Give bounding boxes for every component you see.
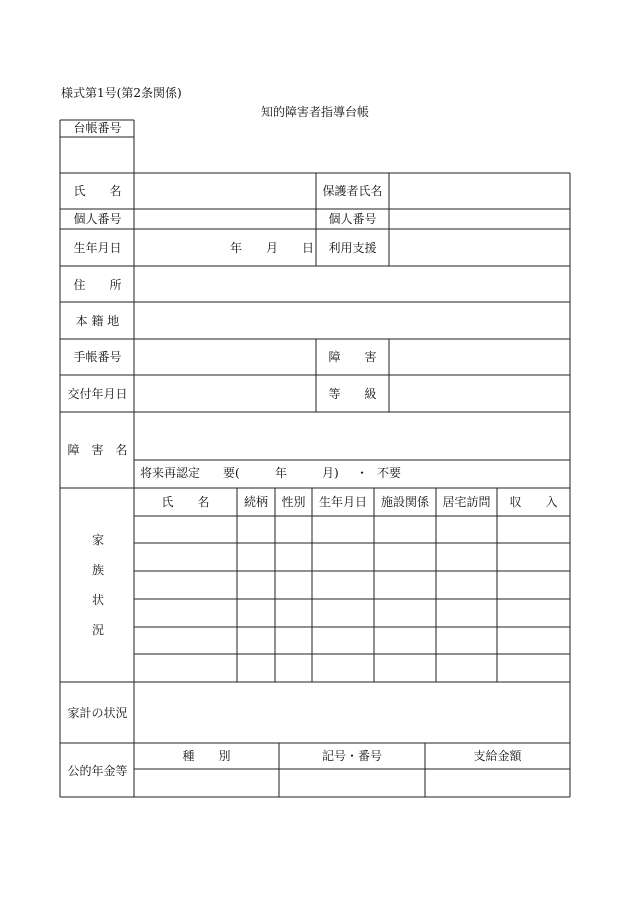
family-cell-income[interactable] [498, 600, 569, 626]
recertification-required: 要( [223, 466, 240, 480]
family-cell-sex[interactable] [276, 544, 311, 570]
disability-name-label: 障 害 名 [67, 443, 128, 457]
family-cell-home-visit[interactable] [437, 572, 496, 598]
handbook-number-label: 手帳番号 [73, 350, 122, 364]
pension-col-amount: 支給金額 [473, 749, 522, 763]
guardian-personal-number-label: 個人番号 [328, 212, 377, 226]
family-cell-birth-date[interactable] [313, 600, 373, 626]
household-label: 家計の状況 [67, 706, 128, 720]
recertification-month-unit: 月) [322, 466, 339, 480]
birth-date-field[interactable] [135, 230, 316, 265]
family-label-char-2: 族 [92, 563, 105, 577]
name-field[interactable] [135, 174, 316, 208]
family-cell-facility[interactable] [375, 628, 435, 653]
name-label: 氏 名 [73, 184, 122, 198]
family-cell-sex[interactable] [276, 572, 311, 598]
pension-amount-field[interactable] [426, 770, 569, 795]
birth-date-label: 生年月日 [73, 241, 122, 255]
family-col-name: 氏 名 [161, 495, 210, 509]
usage-support-field[interactable] [390, 230, 569, 265]
ledger-number-field[interactable] [62, 137, 133, 172]
disability-field[interactable] [390, 340, 569, 374]
family-cell-home-visit[interactable] [437, 517, 496, 542]
family-cell-income[interactable] [498, 544, 569, 570]
family-cell-relation[interactable] [238, 544, 274, 570]
family-cell-birth-date[interactable] [313, 628, 373, 653]
family-col-home-visit: 居宅訪問 [442, 495, 491, 509]
guardian-name-field[interactable] [390, 174, 569, 208]
pension-col-number: 記号・番号 [321, 749, 382, 763]
birth-year-unit: 年 [230, 241, 243, 255]
family-cell-relation[interactable] [238, 572, 274, 598]
family-label-char-4: 況 [92, 623, 105, 637]
family-cell-birth-date[interactable] [313, 655, 373, 681]
family-label-char-1: 家 [92, 533, 105, 547]
family-cell-facility[interactable] [375, 572, 435, 598]
family-col-sex: 性別 [281, 495, 306, 509]
family-label-char-3: 状 [92, 593, 105, 607]
pension-label: 公的年金等 [67, 764, 128, 778]
family-cell-relation[interactable] [238, 655, 274, 681]
personal-number-field[interactable] [135, 210, 316, 228]
guardian-name-label: 保護者氏名 [322, 184, 383, 198]
family-cell-relation[interactable] [238, 600, 274, 626]
family-cell-name[interactable] [135, 600, 236, 626]
address-label: 住 所 [73, 278, 122, 292]
family-cell-sex[interactable] [276, 600, 311, 626]
domicile-field[interactable] [135, 303, 569, 338]
handbook-number-field[interactable] [135, 340, 316, 374]
family-cell-relation[interactable] [238, 517, 274, 542]
form-title: 知的障害者指導台帳 [260, 105, 369, 119]
recertification-year-unit: 年 [275, 466, 288, 480]
household-field[interactable] [135, 683, 569, 742]
family-cell-facility[interactable] [375, 544, 435, 570]
family-cell-birth-date[interactable] [313, 517, 373, 542]
issue-date-field[interactable] [135, 376, 316, 411]
family-cell-birth-date[interactable] [313, 572, 373, 598]
grade-field[interactable] [390, 376, 569, 411]
grade-label: 等 級 [328, 387, 377, 401]
guardian-personal-number-field[interactable] [390, 210, 569, 228]
family-cell-income[interactable] [498, 628, 569, 653]
ledger-number-label: 台帳番号 [73, 121, 122, 135]
disability-label: 障 害 [328, 350, 377, 364]
family-cell-facility[interactable] [375, 517, 435, 542]
family-cell-sex[interactable] [276, 655, 311, 681]
family-cell-home-visit[interactable] [437, 600, 496, 626]
family-col-income: 収 入 [509, 495, 558, 509]
family-cell-income[interactable] [498, 572, 569, 598]
family-cell-name[interactable] [135, 544, 236, 570]
family-cell-sex[interactable] [276, 628, 311, 653]
address-field[interactable] [135, 267, 569, 301]
pension-col-type: 種 別 [182, 749, 231, 763]
recertification-not-required: 不要 [377, 466, 402, 480]
family-col-birth-date: 生年月日 [318, 495, 367, 509]
family-cell-sex[interactable] [276, 517, 311, 542]
form-number-label: 様式第1号(第2条関係) [61, 86, 182, 100]
birth-month-unit: 月 [266, 241, 279, 255]
birth-day-unit: 日 [302, 241, 315, 255]
disability-name-field[interactable] [135, 413, 569, 459]
family-cell-home-visit[interactable] [437, 655, 496, 681]
recertification-separator: ・ [356, 466, 369, 480]
usage-support-label: 利用支援 [328, 241, 377, 255]
recertification-label: 将来再認定 [140, 466, 201, 480]
domicile-label: 本 籍 地 [75, 314, 120, 328]
pension-number-field[interactable] [280, 770, 424, 795]
pension-type-field[interactable] [135, 770, 278, 795]
family-col-facility: 施設関係 [380, 495, 429, 509]
family-col-relation: 続柄 [243, 495, 268, 509]
family-cell-home-visit[interactable] [437, 628, 496, 653]
family-cell-name[interactable] [135, 572, 236, 598]
family-cell-home-visit[interactable] [437, 544, 496, 570]
family-cell-relation[interactable] [238, 628, 274, 653]
issue-date-label: 交付年月日 [67, 387, 128, 401]
family-cell-name[interactable] [135, 517, 236, 542]
personal-number-label: 個人番号 [73, 212, 122, 226]
family-cell-facility[interactable] [375, 600, 435, 626]
family-cell-income[interactable] [498, 655, 569, 681]
family-cell-income[interactable] [498, 517, 569, 542]
family-cell-birth-date[interactable] [313, 544, 373, 570]
family-cell-name[interactable] [135, 655, 236, 681]
family-cell-name[interactable] [135, 628, 236, 653]
family-cell-facility[interactable] [375, 655, 435, 681]
